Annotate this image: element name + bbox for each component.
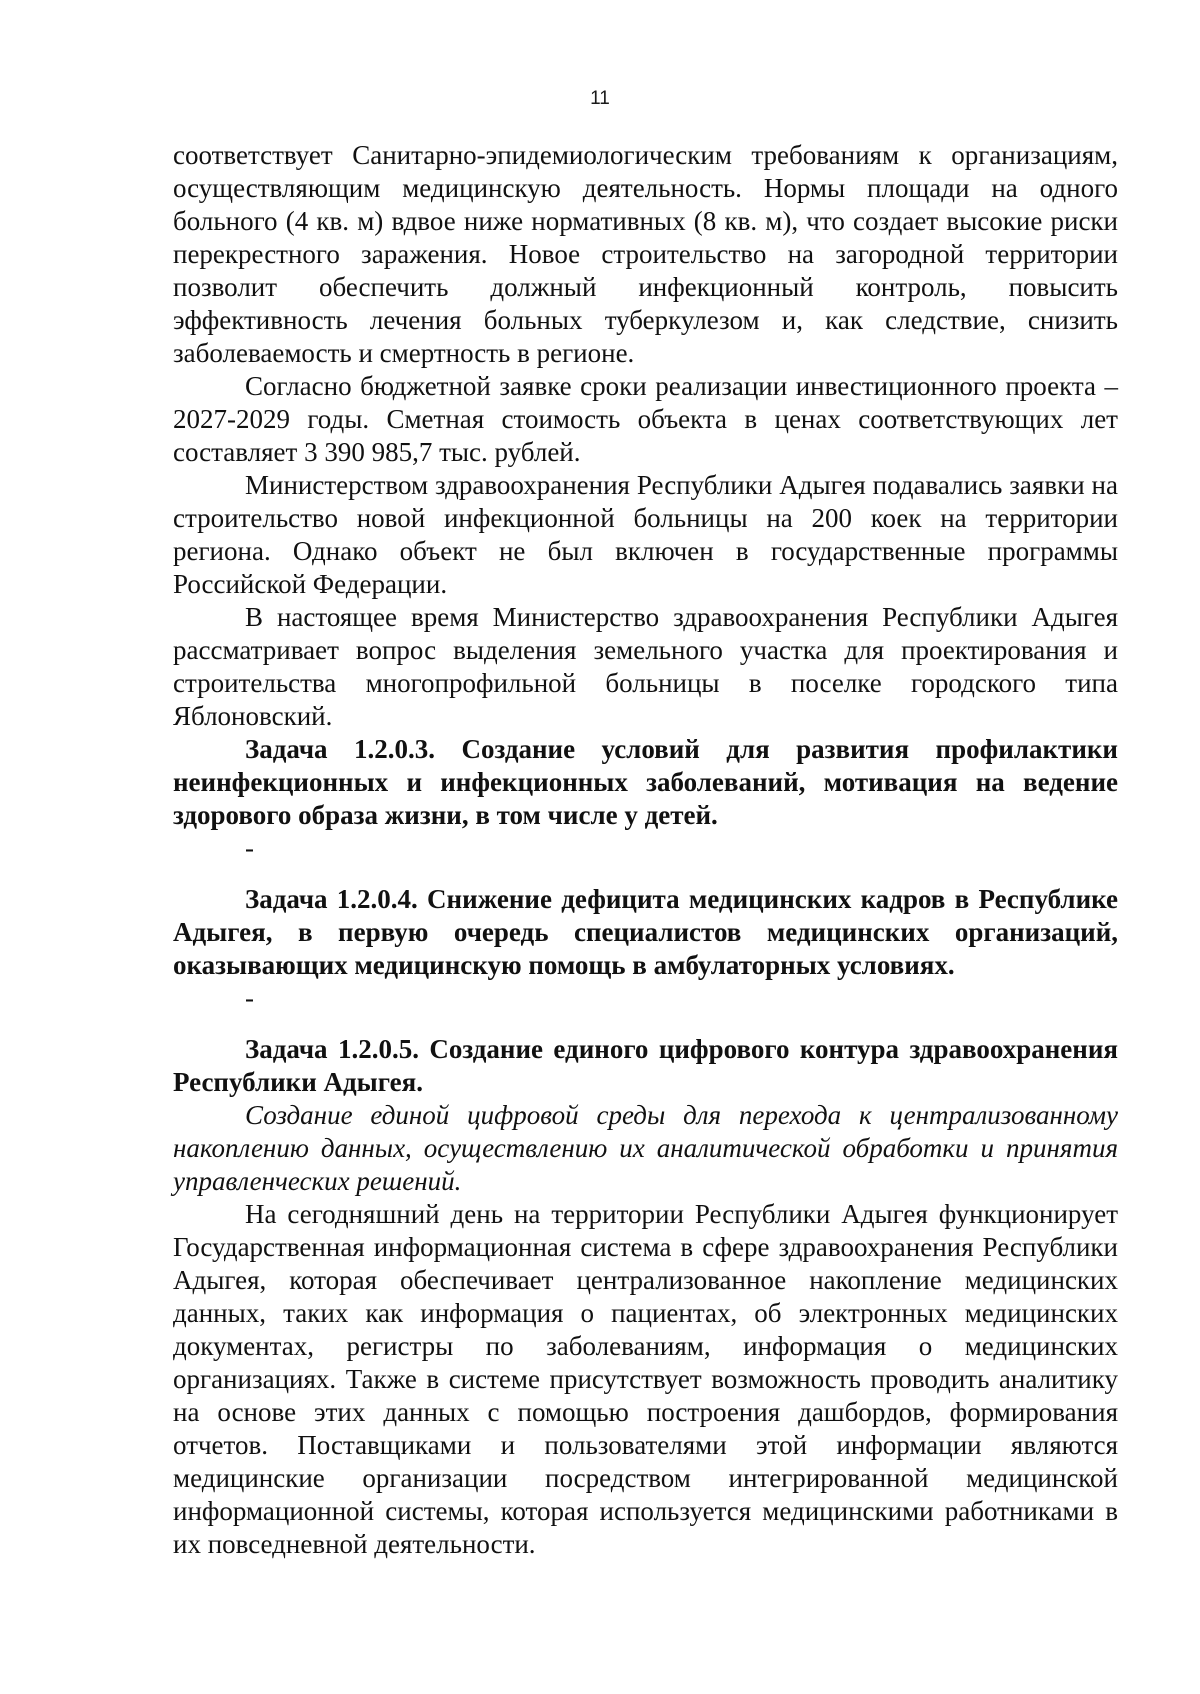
paragraph-land-allocation: В настоящее время Министерство здравоохранения Республики Адыгея рассматривает вопрос выделения земельного участка для проектирования и строительства многопрофильной больницы в поселке городского типа Яблоновский.: [173, 602, 1118, 731]
paragraph-continuation: соответствует Санитарно-эпидемиологическим требованиям к организациям, осуществляющим медицинскую деятельность. Нормы площади на одного больного (4 кв. м) вдвое ниже нормативных (8 кв. м), что создает высокие риски перекрестного заражения. Новое строительство на загородной территории позволит обеспечить должный инфекционный контроль, повысить эффективность лечения больных туберкулезом и, как следствие, снизить заболеваемость и смертность в регионе.: [173, 140, 1118, 368]
spacer: [173, 1015, 1118, 1033]
dash-separator: -: [245, 983, 254, 1013]
paragraph-information-system: На сегодняшний день на территории Республики Адыгея функционирует Государственная информационная система в сфере здравоохранения Республики Адыгея, которая обеспечивает централизованное накопление медицинских данных, таких как информация о пациентах, об электронных медицинских документах, регистры по заболеваниям, информация о медицинских организациях. Также в системе присутствует возможность проводить аналитику на основе этих данных с помощью построения дашбордов, формирования отчетов. Поставщиками и пользователями этой информации являются медицинские организации посредством интегрированной медицинской информационной системы, которая используется медицинскими работниками в их повседневной деятельности.: [173, 1199, 1118, 1559]
paragraph-italic-goal: Создание единой цифровой среды для перехода к централизованному накоплению данных, осуществлению их аналитической обработки и принятия управленческих решений.: [173, 1100, 1118, 1196]
spacer: [173, 865, 1118, 883]
page-number: 11: [590, 88, 610, 109]
paragraph-budget: Согласно бюджетной заявке сроки реализации инвестиционного проекта – 2027-2029 годы. Сметная стоимость объекта в ценах соответствующих лет составляет 3 390 985,7 тыс. рублей.: [173, 371, 1118, 467]
dash-separator: -: [245, 833, 254, 863]
document-body: [173, 139, 1118, 1561]
task-heading-1-2-0-3: Задача 1.2.0.3. Создание условий для развития профилактики неинфекционных и инфекционных заболеваний, мотивация на ведение здорового образа жизни, в том числе у детей.: [173, 734, 1118, 830]
task-heading-1-2-0-5: Задача 1.2.0.5. Создание единого цифрового контура здравоохранения Республики Адыгея.: [173, 1034, 1118, 1097]
paragraph-ministry-applications: Министерством здравоохранения Республики Адыгея подавались заявки на строительство новой инфекционной больницы на 200 коек на территории региона. Однако объект не был включен в государственные программы Российской Федерации.: [173, 470, 1118, 599]
task-heading-1-2-0-4: Задача 1.2.0.4. Снижение дефицита медицинских кадров в Республике Адыгея, в первую очередь специалистов медицинских организаций, оказывающих медицинскую помощь в амбулаторных условиях.: [173, 884, 1118, 980]
